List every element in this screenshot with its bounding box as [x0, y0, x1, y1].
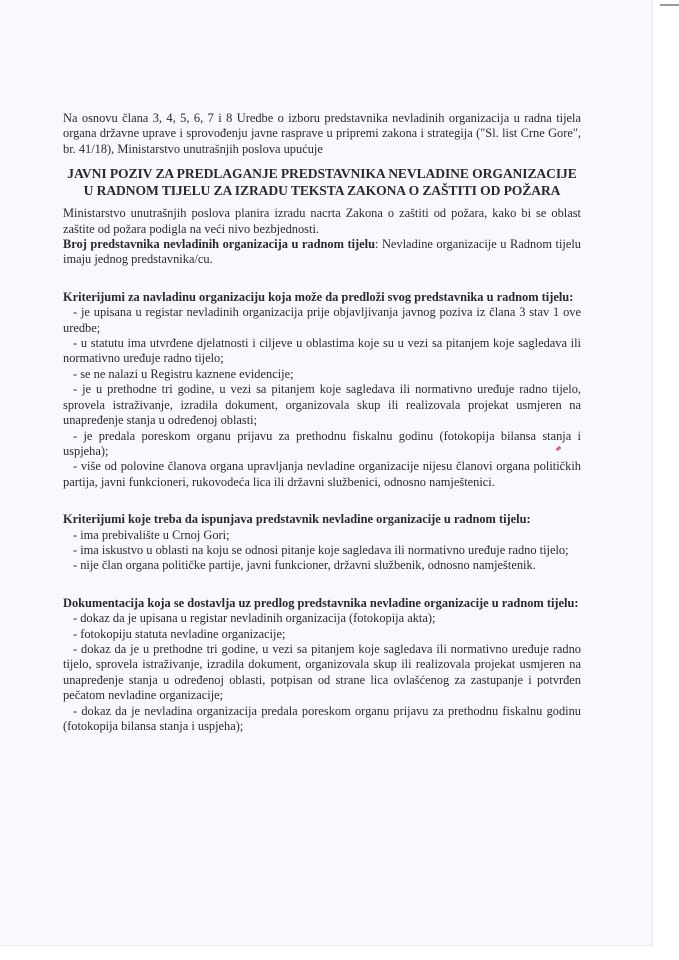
list-item: - ima prebivalište u Crnoj Gori; — [73, 527, 230, 542]
scan-edge-mark — [660, 4, 679, 6]
list-item: - je upisana u registar nevladinih organizacija prije objavljivanja javnog poziva iz člana 3 stav 1 ove uredbe; — [63, 305, 581, 335]
list-item: - nije član organa političke partije, javni funkcioner, državni službenik, odnosno namještenik. — [73, 558, 536, 573]
section-representative-criteria — [63, 512, 581, 574]
document-title — [55, 166, 589, 199]
list-item: - se ne nalazi u Registru kaznene evidencije; — [73, 366, 294, 381]
list-item: - je u prethodne tri godine, u vezi sa pitanjem koje sagledava ili normativno uređuje radno tijelo, sprovela istraživanje, izradila dokument, organizovala skup ili realizovala projekat usmjeren na unapređenje stanja u određenoj oblasti; — [63, 382, 581, 428]
representatives-label: Broj predstavnika nevladinih organizacija u radnom tijelu — [63, 237, 375, 252]
list-item: - fotokopiju statuta nevladine organizacije; — [73, 626, 286, 641]
section-heading: Kriterijumi za navladinu organizaciju koja može da predloži svog predstavnika u radnom tijelu: — [63, 289, 574, 304]
section-heading: Kriterijumi koje treba da ispunjava predstavnik nevladine organizacije u radnom tijelu: — [63, 512, 531, 527]
list-item: - dokaz da je upisana u registar nevladinih organizacija (fotokopija akta); — [73, 611, 436, 626]
title-line-1: JAVNI POZIV ZA PREDLAGANJE PREDSTAVNIKA NEVLADINE ORGANIZACIJE — [67, 166, 577, 182]
list-item: - dokaz da je u prethodne tri godine, u vezi sa pitanjem koje sagledava ili normativno uređuje radno tijelo, sprovela istraživanje, izradila dokument, organizovala skup ili realizovala projekat usmjeren na unapređenje stanja u određenoj oblasti, potpisan od strane lica ovlašćenog za zastupanje i potvrđen pečatom nevladine organizacije; — [63, 641, 581, 703]
section-required-documentation — [63, 596, 581, 735]
representatives-text: : Nevladine organizacije u Radnom tijelu imaju jednog predstavnika/cu. — [63, 237, 581, 267]
document-body — [63, 111, 581, 734]
purpose-paragraph: Ministarstvo unutrašnjih poslova planira izradu nacrta Zakona o zaštiti od požara, kako bi se oblast zaštite od požara podigla na veći nivo bezbjednosti. — [63, 206, 581, 236]
list-item: - dokaz da je nevladina organizacija predala poreskom organu prijavu za prethodnu fiskalnu godinu (fotokopija bilansa stanja i uspjeha); — [63, 703, 581, 733]
section-ngo-criteria — [63, 290, 581, 490]
list-item: - više od polovine članova organa upravljanja nevladine organizacije nijesu članovi organa političkih partija, javni funkcioneri, rukovodeća lica ili državni službenici, odnosno namještenici. — [63, 459, 581, 489]
section-heading: Dokumentacija koja se dostavlja uz predlog predstavnika nevladine organizacije u radnom tijelu: — [63, 595, 579, 610]
list-item: - ima iskustvo u oblasti na koju se odnosi pitanje koje sagledava ili normativno uređuje radno tijelo; — [73, 542, 569, 557]
representatives-paragraph — [63, 237, 581, 268]
list-item: - u statutu ima utvrđene djelatnosti i ciljeve u oblastima koje su u vezi sa pitanjem koje sagledava ili normativno uređuje radno tijelo; — [63, 336, 581, 366]
title-line-2: U RADNOM TIJELU ZA IZRADU TEKSTA ZAKONA O ZAŠTITI OD POŽARA — [83, 182, 561, 198]
list-item: - je predala poreskom organu prijavu za prethodnu fiskalnu godinu (fotokopija bilansa stanja i uspjeha); — [63, 428, 581, 458]
intro-paragraph: Na osnovu člana 3, 4, 5, 6, 7 i 8 Uredbe o izboru predstavnika nevladinih organizacija u radna tijela organa državne uprave i sprovođenju javne rasprave u pripremi zakona i strategija ("Sl. list Crne Gore", br. 41/18), Ministarstvo unutrašnjih poslova upućuje — [63, 111, 581, 156]
